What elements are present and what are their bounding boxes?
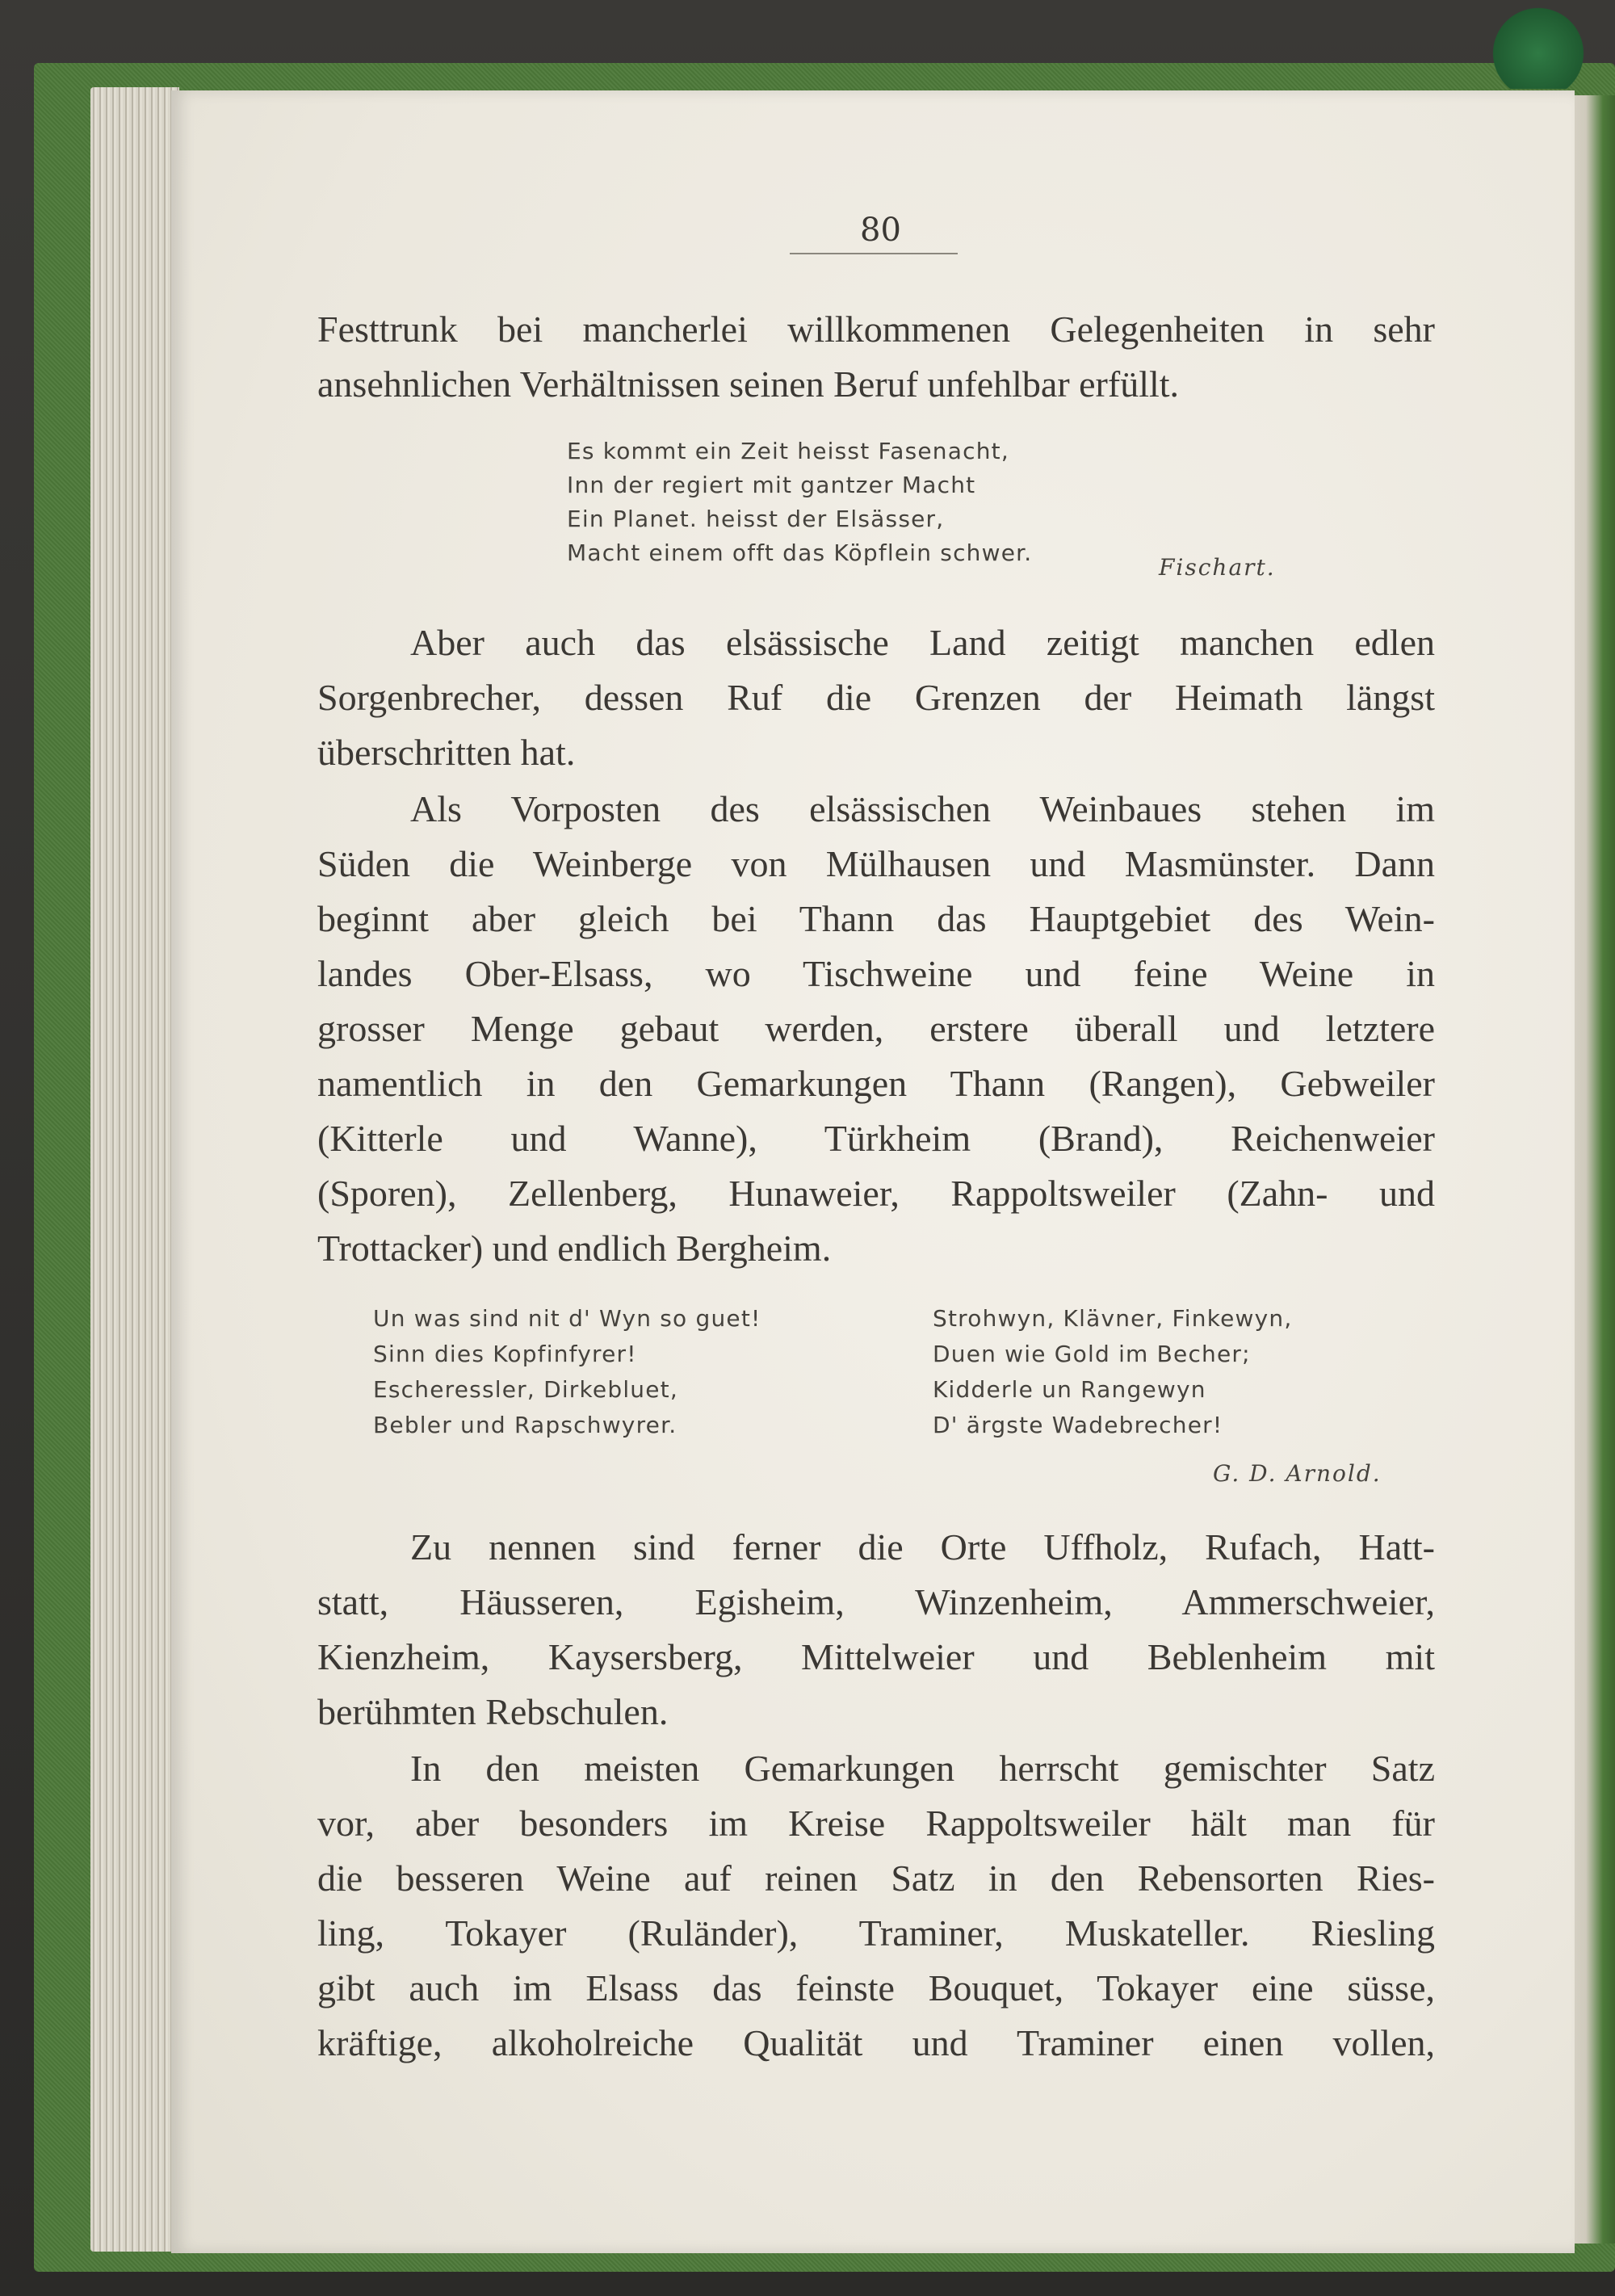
verse-line: Bebler und Rapschwyrer. [373,1412,677,1438]
bookmark-ribbon [1486,0,1591,89]
verse-line: Kidderle un Rangewyn [933,1376,1206,1403]
verse-line: Escheressler, Dirkebluet, [373,1376,678,1403]
verse-line: Inn der regiert mit gantzer Macht [567,472,976,498]
text-line: ansehnlichen Verhältnissen seinen Beruf unfehlbar erfüllt. [317,363,1180,405]
text-line: gibt auch im Elsass das feinste Bouquet, Tokayer eine süsse, [317,1967,1435,2008]
text-line: namentlich in den Gemarkungen Thann (Rangen), Gebweiler [317,1063,1435,1104]
text-line: grosser Menge gebaut werden, erstere überall und letztere [317,1008,1435,1049]
verse-line: Un was sind nit d' Wyn so guet! [373,1305,761,1332]
page-number-rule [790,253,958,254]
text-line: Süden die Weinberge von Mülhausen und Masmünster. Dann [317,843,1435,884]
verse-line: Macht einem offt das Köpflein schwer. [567,539,1033,566]
page-number: 80 [860,212,901,249]
text-line: beginnt aber gleich bei Thann das Hauptgebiet des Wein- [317,898,1435,939]
text-line: landes Ober-Elsass, wo Tischweine und feine Weine in [317,953,1435,994]
text-line: (Kitterle und Wanne), Türkheim (Brand), Reichenweier [317,1118,1435,1159]
verse-line: D' ärgste Wadebrecher! [933,1412,1223,1438]
text-line: überschritten hat. [317,732,576,773]
verse-line: Es kommt ein Zeit heisst Fasenacht, [567,438,1009,464]
quote-author: Fischart. [1159,554,1276,581]
text-line: berühmten Rebschulen. [317,1691,669,1732]
text-line: Kienzheim, Kaysersberg, Mittelweier und Beblenheim mit [317,1636,1435,1677]
text-line: die besseren Weine auf reinen Satz in den Rebensorten Ries- [317,1857,1435,1899]
text-line: Aber auch das elsässische Land zeitigt manchen edlen [410,622,1435,663]
text-line: Trottacker) und endlich Bergheim. [317,1228,832,1269]
text-line: (Sporen), Zellenberg, Hunaweier, Rappoltsweiler (Zahn- und [317,1173,1435,1214]
text-line: ling, Tokayer (Ruländer), Traminer, Muskateller. Riesling [317,1912,1435,1954]
text-line: In den meisten Gemarkungen herrscht gemischter Satz [410,1748,1435,1789]
text-line: kräftige, alkoholreiche Qualität und Traminer einen vollen, [317,2022,1435,2063]
text-line: vor, aber besonders im Kreise Rappoltsweiler hält man für [317,1803,1435,1844]
text-line: statt, Häusseren, Egisheim, Winzenheim, Ammerschweier, [317,1581,1435,1622]
text-line: Festtrunk bei mancherlei willkommenen Gelegenheiten in sehr [317,309,1435,350]
text-line: Zu nennen sind ferner die Orte Uffholz, Rufach, Hatt- [410,1526,1435,1568]
page-block-edges [90,87,179,2252]
verse-line: Strohwyn, Klävner, Finkewyn, [933,1305,1293,1332]
verse-line: Duen wie Gold im Becher; [933,1341,1251,1367]
verse-line: Sinn dies Kopfinfyrer! [373,1341,637,1367]
quote-author: G. D. Arnold. [1213,1460,1382,1487]
text-line: Als Vorposten des elsässischen Weinbaues stehen im [410,788,1435,829]
text-line: Sorgenbrecher, dessen Ruf die Grenzen der Heimath längst [317,677,1435,718]
verse-line: Ein Planet. heisst der Elsässer, [567,506,945,532]
